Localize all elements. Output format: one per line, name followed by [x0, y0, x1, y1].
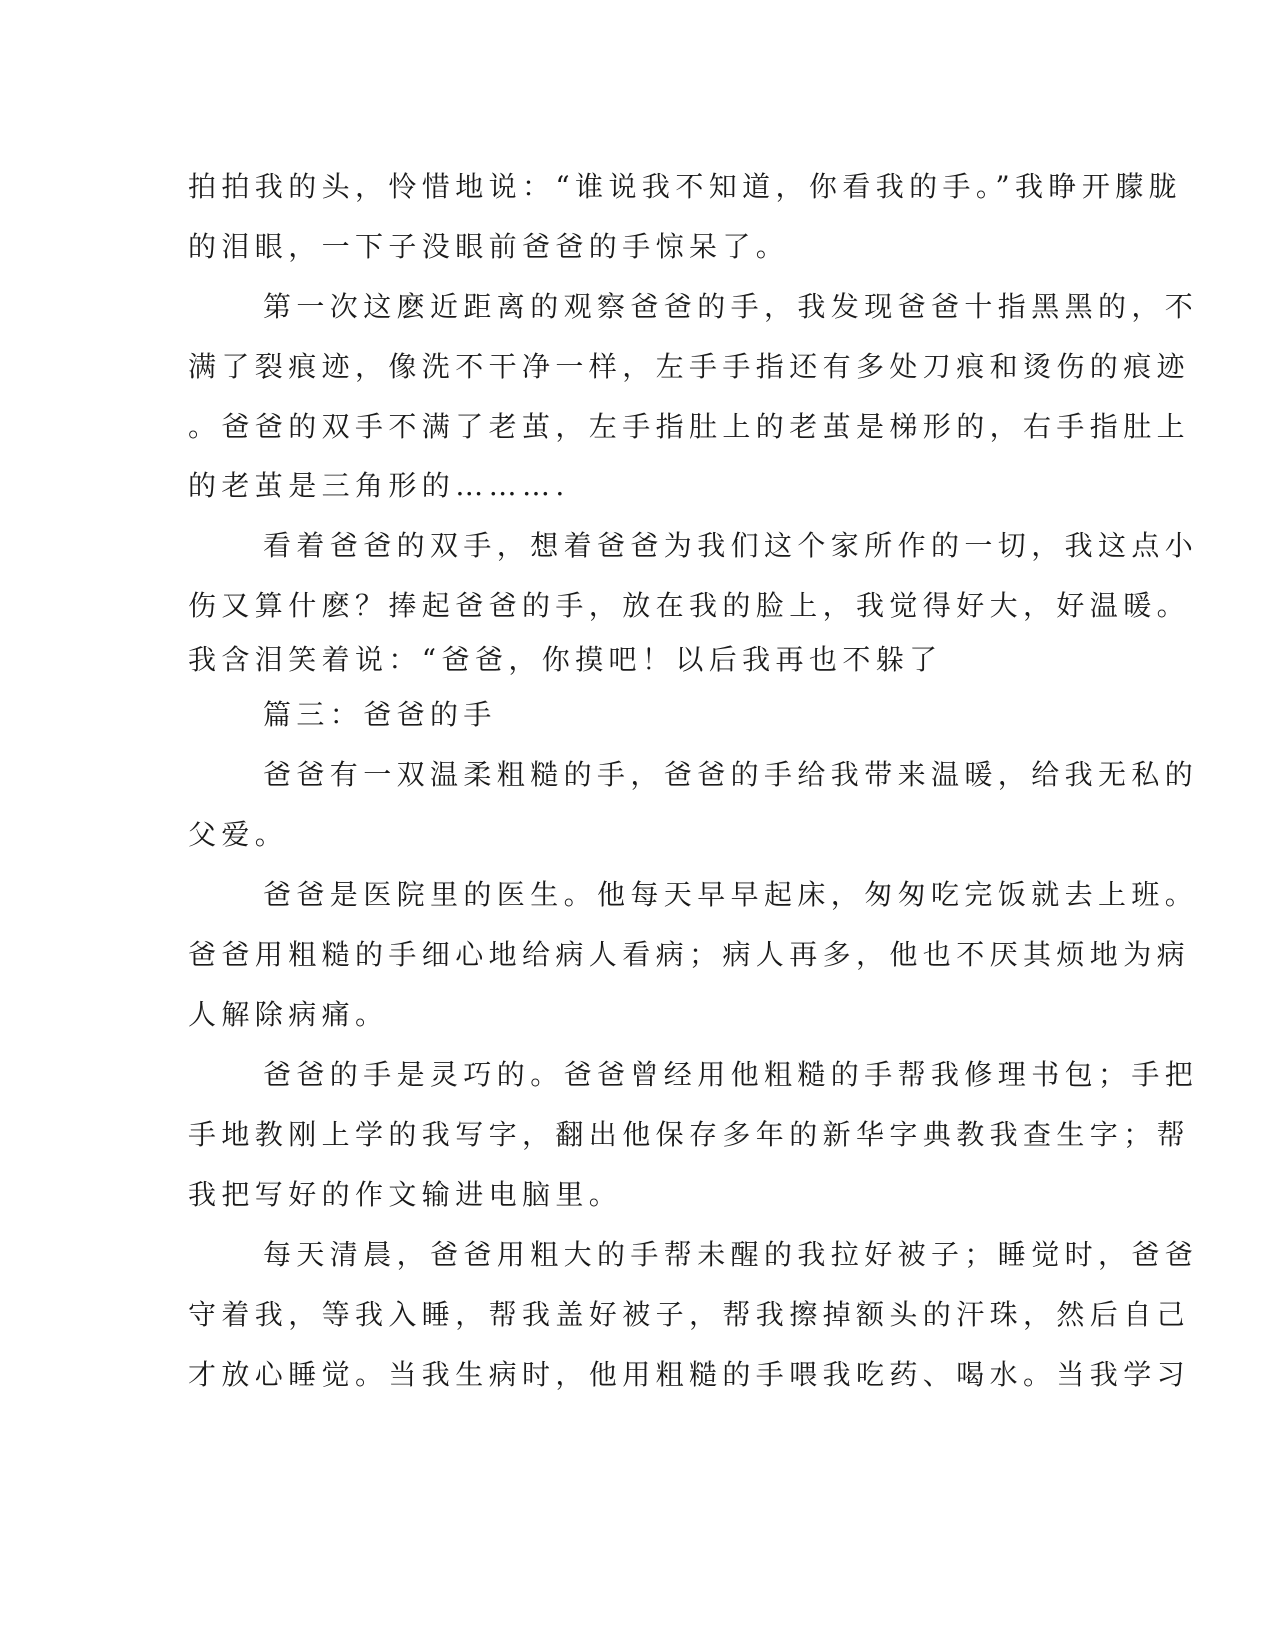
text-line: 伤又算什麽？捧起爸爸的手，放在我的脸上，我觉得好大，好温暖。: [188, 589, 1191, 622]
text-line: 的老茧是三角形的……….: [188, 469, 570, 502]
text-line: 才放心睡觉。当我生病时，他用粗糙的手喂我吃药、喝水。当我学习: [188, 1358, 1191, 1391]
text-line: 满了裂痕迹，像洗不干净一样，左手手指还有多处刀痕和烫伤的痕迹: [188, 350, 1191, 383]
text-line: 爸爸是医院里的医生。他每天早早起床，匆匆吃完饭就去上班。: [263, 878, 1199, 911]
text-line: 人解除病痛。: [188, 998, 389, 1031]
text-line: 拍拍我的头，怜惜地说：“谁说我不知道，你看我的手。”我睁开朦胧: [188, 170, 1183, 203]
text-line: 看着爸爸的双手，想着爸爸为我们这个家所作的一切，我这点小: [263, 529, 1199, 562]
text-line: 父爱。: [188, 818, 289, 851]
text-line: 。爸爸的双手不满了老茧，左手指肚上的老茧是梯形的，右手指肚上: [188, 410, 1191, 443]
text-line: 我含泪笑着说：“爸爸，你摸吧！以后我再也不躲了: [188, 643, 943, 676]
text-line: 爸爸有一双温柔粗糙的手，爸爸的手给我带来温暖，给我无私的: [263, 758, 1199, 791]
section-heading: 篇三：爸爸的手: [263, 698, 497, 731]
text-line: 手地教刚上学的我写字，翻出他保存多年的新华字典教我查生字；帮: [188, 1118, 1191, 1151]
text-line: 第一次这麽近距离的观察爸爸的手，我发现爸爸十指黑黑的，不: [263, 290, 1199, 323]
text-line: 每天清晨，爸爸用粗大的手帮未醒的我拉好被子；睡觉时，爸爸: [263, 1238, 1199, 1271]
text-line: 的泪眼，一下子没眼前爸爸的手惊呆了。: [188, 230, 790, 263]
text-line: 我把写好的作文输进电脑里。: [188, 1178, 623, 1211]
text-line: 守着我，等我入睡，帮我盖好被子，帮我擦掉额头的汗珠，然后自己: [188, 1298, 1191, 1331]
text-line: 爸爸的手是灵巧的。爸爸曾经用他粗糙的手帮我修理书包；手把: [263, 1058, 1199, 1091]
text-line: 爸爸用粗糙的手细心地给病人看病；病人再多，他也不厌其烦地为病: [188, 938, 1191, 971]
